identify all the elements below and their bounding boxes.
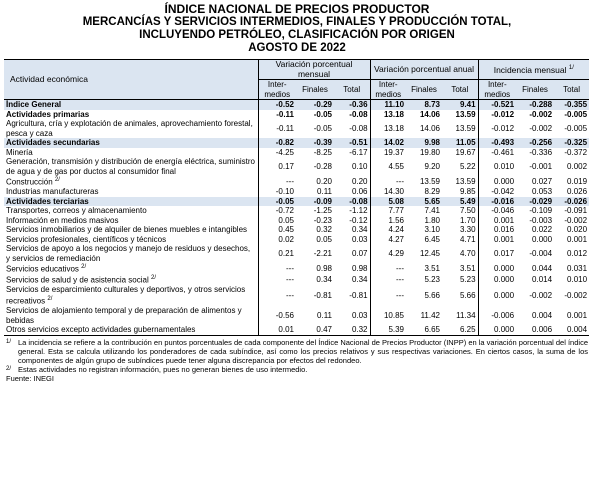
- title-line-4: AGOSTO DE 2022: [248, 42, 346, 54]
- value-cell: 0.002: [567, 161, 588, 171]
- value-cell: 7.41: [424, 206, 441, 216]
- value-cell: -0.08: [349, 109, 368, 119]
- value-cell: 4.71: [459, 234, 476, 244]
- value-cell: 13.18: [370, 110, 406, 120]
- value-cell: 5.66: [459, 291, 476, 301]
- value-cell: 5.23: [424, 275, 441, 285]
- footnote-mark: 2/: [54, 177, 60, 183]
- subheader-cell: Total: [334, 80, 370, 100]
- footnote-mark: 1/: [6, 338, 12, 345]
- row-label-cell: [4, 197, 258, 207]
- value-cell: -0.09: [296, 197, 334, 207]
- group-label: Variación porcentual anual: [374, 63, 475, 74]
- value-cell: -0.11: [258, 119, 296, 138]
- value-cell: 0.34: [351, 225, 368, 235]
- value-cell: 5.66: [424, 291, 441, 301]
- value-cell: 0.45: [258, 225, 296, 235]
- value-cell: -0.029: [516, 197, 554, 207]
- value-cell: 19.37: [370, 148, 406, 158]
- subheader-cell: Total: [442, 80, 478, 100]
- row-label-cell: [4, 148, 258, 158]
- value-cell: 0.10: [351, 161, 368, 171]
- value-cell: -0.288: [516, 100, 554, 110]
- value-cell: -0.52: [258, 100, 296, 110]
- value-cell: 0.000: [478, 176, 516, 187]
- value-cell: 0.47: [296, 325, 334, 335]
- row-label: Índice General: [6, 100, 62, 109]
- footnotes: [6, 338, 588, 384]
- value-cell: -0.016: [478, 197, 516, 207]
- table-row: [4, 157, 589, 176]
- value-cell: -0.10: [258, 187, 296, 197]
- value-cell: 0.012: [567, 248, 588, 258]
- value-cell: -8.25: [313, 147, 332, 157]
- table-row: [4, 285, 589, 306]
- value-cell: -0.355: [554, 100, 589, 110]
- footnote-mark: 2/: [81, 264, 87, 271]
- value-cell: 13.59: [455, 123, 476, 133]
- table-row: [4, 306, 589, 325]
- value-cell: -0.72: [258, 206, 296, 216]
- value-cell: -0.026: [554, 197, 589, 207]
- value-cell: 6.25: [442, 325, 478, 335]
- value-cell: 6.65: [406, 325, 442, 335]
- row-label-cell: [4, 325, 258, 335]
- value-cell: 0.022: [532, 225, 553, 235]
- value-cell: 9.98: [406, 138, 442, 148]
- row-label-cell: [4, 285, 258, 306]
- value-cell: -0.08: [349, 123, 368, 133]
- value-cell: -0.002: [529, 109, 553, 119]
- value-cell: 4.27: [370, 235, 406, 245]
- table-row: [4, 263, 589, 274]
- footnote-text: La incidencia se refiere a la contribución en puntos porcentuales de cada componente del Índice Nacional de Precios Productor (INPP) en la variación porcentual del índice general. Esta se calcula utilizando los ponderadores de cada subíndice, así como los precios relativos y sus respectivas variaciones. En ciertos casos, la suma de los componentes de algún grupo de subíndices puede tener alguna discrepancia por efectos del redondeo.: [18, 337, 588, 366]
- row-label-cell: [4, 206, 258, 216]
- value-cell: 0.010: [567, 275, 588, 285]
- report-title: [0, 3, 594, 55]
- value-cell: 0.027: [532, 176, 553, 186]
- value-cell: 4.55: [370, 157, 406, 176]
- row-label: Transportes, correos y almacenamiento: [6, 206, 147, 216]
- value-cell: 1.56: [370, 216, 406, 226]
- value-cell: 11.34: [456, 310, 476, 320]
- value-cell: 0.000: [532, 234, 553, 244]
- value-cell: 0.044: [532, 263, 553, 273]
- value-cell: 4.70: [459, 248, 476, 258]
- value-cell: -1.25: [313, 206, 332, 216]
- value-cell: -0.091: [564, 206, 588, 216]
- value-cell: 3.10: [424, 225, 441, 235]
- value-cell: 5.65: [406, 197, 442, 207]
- row-label: Otros servicios excepto actividades gubernamentales: [6, 325, 196, 335]
- row-label-cell: [4, 216, 258, 226]
- value-cell: -0.002: [564, 291, 588, 301]
- value-cell: -0.372: [564, 147, 588, 157]
- table-row: [4, 225, 589, 235]
- value-cell: 0.32: [316, 225, 332, 235]
- value-cell: 0.001: [567, 310, 588, 320]
- value-cell: 5.49: [442, 197, 478, 207]
- value-cell: 0.05: [316, 234, 332, 244]
- group-header-row: [4, 60, 589, 80]
- table-row: [4, 176, 589, 187]
- value-cell: -0.36: [334, 100, 370, 110]
- value-cell: 8.29: [424, 187, 441, 197]
- value-cell: 0.001: [478, 216, 516, 226]
- value-cell: 0.05: [258, 216, 296, 226]
- value-cell: 14.30: [370, 187, 406, 197]
- value-cell: -0.002: [529, 123, 553, 133]
- value-cell: -0.51: [334, 138, 370, 148]
- footnote-2: [6, 365, 588, 374]
- value-cell: 10.85: [370, 306, 406, 325]
- value-cell: -0.046: [478, 206, 516, 216]
- value-cell: 0.98: [351, 263, 368, 273]
- value-cell: 0.32: [334, 325, 370, 335]
- value-cell: 1.70: [459, 215, 476, 225]
- table-row: [4, 148, 589, 158]
- row-label: Información en medios masivos: [6, 215, 119, 225]
- value-cell: 0.000: [478, 263, 516, 274]
- value-cell: 14.06: [419, 123, 441, 133]
- row-label-cell: [4, 306, 258, 325]
- row-label-cell: [4, 157, 258, 176]
- value-cell: 0.03: [351, 234, 368, 244]
- value-cell: 0.031: [567, 263, 588, 273]
- value-cell: 1.80: [424, 215, 441, 225]
- value-cell: 5.23: [459, 275, 476, 285]
- value-cell: 19.67: [455, 147, 476, 157]
- value-cell: -0.002: [529, 291, 553, 301]
- value-cell: ---: [258, 263, 296, 274]
- value-cell: 0.006: [516, 325, 554, 335]
- value-cell: ---: [258, 274, 296, 285]
- value-cell: ---: [370, 263, 406, 274]
- value-cell: ---: [258, 176, 296, 187]
- value-cell: 0.20: [351, 176, 368, 186]
- value-cell: 4.29: [370, 244, 406, 263]
- row-label: Servicios de esparcimiento culturales y deportivos, y otros servicios recreativos: [6, 285, 246, 306]
- value-cell: 0.01: [258, 325, 296, 335]
- value-cell: 0.000: [478, 285, 516, 306]
- footnote-mark: 2/: [150, 275, 156, 282]
- table-row: [4, 274, 589, 285]
- value-cell: -0.003: [529, 215, 553, 225]
- footnote-text: Estas actividades no registran información, pues no generan bienes de uso intermedio.: [18, 365, 308, 375]
- value-cell: -0.012: [478, 110, 516, 120]
- table-row: [4, 100, 589, 110]
- activity-header: Actividad económica: [4, 60, 258, 100]
- value-cell: 0.000: [478, 274, 516, 285]
- value-cell: -0.493: [478, 138, 516, 148]
- table-body: [4, 100, 589, 336]
- value-cell: 0.34: [316, 275, 332, 285]
- subheader-cell: Inter-medios: [370, 80, 406, 100]
- value-cell: 5.39: [370, 325, 406, 335]
- row-label: Servicios profesionales, científicos y técnicos: [6, 234, 167, 244]
- table-row: [4, 325, 589, 335]
- value-cell: 14.06: [419, 109, 441, 119]
- row-label: Servicios de salud y de asistencia social: [6, 275, 149, 285]
- subheader-cell: Inter-medios: [258, 80, 296, 100]
- value-cell: 0.03: [351, 310, 368, 320]
- value-cell: 3.30: [459, 225, 476, 235]
- subheader-cell: Inter-medios: [478, 80, 516, 100]
- subheader-cell: Finales: [296, 80, 334, 100]
- title-line-1: ÍNDICE NACIONAL DE PRECIOS PRODUCTOR: [164, 2, 430, 16]
- value-cell: 12.45: [419, 248, 441, 258]
- row-label: Industrias manufactureras: [6, 187, 99, 197]
- value-cell: -0.56: [258, 306, 296, 325]
- table-row: [4, 119, 589, 138]
- value-cell: -0.042: [478, 187, 516, 197]
- value-cell: 0.053: [532, 187, 553, 197]
- value-cell: 0.02: [258, 235, 296, 245]
- value-cell: -0.001: [529, 161, 553, 171]
- row-label: Servicios educativos: [6, 264, 79, 274]
- value-cell: 0.014: [532, 275, 553, 285]
- title-line-3: INCLUYENDO PETRÓLEO, CLASIFICACIÓN POR ORIGEN: [139, 29, 455, 41]
- value-cell: 5.22: [459, 161, 476, 171]
- value-cell: 11.10: [370, 100, 406, 110]
- group-header-monthly: [258, 60, 370, 80]
- footnote-mark: 2/: [47, 295, 53, 302]
- row-label: Servicios inmobiliarios y de alquiler de bienes muebles e intangibles: [6, 225, 248, 235]
- value-cell: -6.17: [349, 147, 368, 157]
- table-row: [4, 216, 589, 226]
- row-label-cell: [4, 244, 258, 263]
- subheader-cell: Finales: [516, 80, 554, 100]
- row-label-cell: [4, 138, 258, 148]
- value-cell: -1.12: [349, 206, 368, 216]
- value-cell: -0.11: [258, 110, 296, 120]
- value-cell: 11.05: [442, 138, 478, 148]
- value-cell: 14.02: [370, 138, 406, 148]
- value-cell: -0.05: [313, 109, 332, 119]
- value-cell: 9.85: [459, 187, 476, 197]
- value-cell: -0.05: [258, 197, 296, 207]
- value-cell: 11.42: [420, 310, 441, 320]
- value-cell: 0.11: [317, 187, 332, 197]
- group-label: Incidencia mensual: [493, 64, 567, 75]
- value-cell: -0.39: [296, 138, 334, 148]
- row-label-cell: [4, 176, 258, 187]
- row-label: Generación, transmisión y distribución de energía eléctrica, suministro de agua y de gas por ductos al consumidor final: [6, 157, 256, 176]
- group-header-incidence: [478, 60, 589, 80]
- value-cell: 0.21: [258, 244, 296, 263]
- value-cell: 3.51: [424, 263, 441, 273]
- value-cell: 0.001: [567, 234, 588, 244]
- value-cell: 13.59: [455, 176, 476, 186]
- value-cell: -0.002: [564, 215, 588, 225]
- value-cell: 9.20: [424, 161, 441, 171]
- value-cell: -0.336: [529, 147, 553, 157]
- value-cell: 0.11: [317, 310, 332, 320]
- value-cell: ---: [370, 274, 406, 285]
- data-table: [4, 59, 589, 336]
- value-cell: -0.521: [478, 100, 516, 110]
- value-cell: 6.45: [424, 234, 441, 244]
- value-cell: -0.005: [564, 123, 588, 133]
- row-label: Actividades primarias: [6, 109, 90, 119]
- value-cell: ---: [370, 285, 406, 306]
- value-cell: -0.81: [349, 291, 368, 301]
- row-label-cell: [4, 235, 258, 245]
- table-row: [4, 235, 589, 245]
- row-label: Actividades secundarias: [6, 138, 100, 147]
- table-row: [4, 206, 589, 216]
- value-cell: 19.80: [419, 147, 441, 157]
- row-label-cell: [4, 187, 258, 197]
- value-cell: 5.08: [370, 197, 406, 207]
- value-cell: 0.34: [351, 275, 368, 285]
- value-cell: 0.17: [258, 157, 296, 176]
- table-row: [4, 244, 589, 263]
- value-cell: -0.006: [478, 306, 516, 325]
- row-label: Servicios de alojamiento temporal y de preparación de alimentos y bebidas: [6, 306, 242, 325]
- value-cell: 0.016: [478, 225, 516, 235]
- table-row: [4, 197, 589, 207]
- value-cell: 0.06: [351, 187, 368, 197]
- value-cell: ---: [370, 176, 406, 187]
- value-cell: -0.256: [516, 138, 554, 148]
- value-cell: 13.59: [419, 176, 441, 186]
- value-cell: ---: [258, 285, 296, 306]
- value-cell: 0.000: [478, 325, 516, 335]
- row-label-cell: [4, 110, 258, 120]
- footnote-mark: 2/: [6, 366, 12, 373]
- value-cell: -0.28: [313, 161, 332, 171]
- value-cell: 7.77: [370, 206, 406, 216]
- row-label: Construcción: [6, 177, 53, 187]
- value-cell: 0.010: [478, 157, 516, 176]
- value-cell: 0.020: [567, 225, 588, 235]
- table-row: [4, 187, 589, 197]
- value-cell: -0.109: [529, 206, 553, 216]
- value-cell: -0.004: [529, 248, 553, 258]
- value-cell: 3.51: [459, 263, 476, 273]
- value-cell: -0.325: [554, 138, 589, 148]
- value-cell: 7.50: [459, 206, 476, 216]
- row-label-cell: [4, 274, 258, 285]
- source-note: Fuente: INEGI: [6, 374, 54, 384]
- value-cell: 0.001: [478, 235, 516, 245]
- value-cell: 0.004: [532, 310, 553, 320]
- value-cell: -4.25: [258, 148, 296, 158]
- value-cell: -0.08: [334, 197, 370, 207]
- value-cell: 13.18: [370, 119, 406, 138]
- row-label-cell: [4, 119, 258, 138]
- footnote-1: [6, 338, 588, 366]
- value-cell: -0.005: [564, 109, 588, 119]
- subheader-cell: Total: [554, 80, 589, 100]
- row-label: Actividades terciarias: [6, 196, 89, 206]
- value-cell: 0.07: [351, 248, 368, 258]
- value-cell: 0.98: [316, 263, 332, 273]
- table-row: [4, 138, 589, 148]
- row-label: Servicios de apoyo a los negocios y manejo de residuos y desechos, y servicios de remediación: [6, 244, 251, 263]
- value-cell: -0.012: [478, 119, 516, 138]
- value-cell: -0.05: [313, 123, 332, 133]
- value-cell: 0.20: [316, 176, 332, 186]
- row-label: Minería: [6, 147, 33, 157]
- row-label-cell: [4, 225, 258, 235]
- value-cell: -0.12: [349, 215, 368, 225]
- footnote-mark: 1/: [568, 64, 574, 71]
- group-header-annual: [370, 60, 478, 80]
- value-cell: -0.29: [296, 100, 334, 110]
- value-cell: 4.24: [370, 225, 406, 235]
- row-label-cell: [4, 100, 258, 110]
- value-cell: -0.81: [313, 291, 332, 301]
- value-cell: 0.026: [567, 187, 588, 197]
- subheader-cell: Finales: [406, 80, 442, 100]
- row-label-cell: [4, 263, 258, 274]
- title-line-2: MERCANCÍAS Y SERVICIOS INTERMEDIOS, FINALES Y PRODUCCIÓN TOTAL,: [82, 16, 512, 28]
- value-cell: -0.82: [258, 138, 296, 148]
- value-cell: 0.019: [567, 176, 588, 186]
- group-label: Variación porcentual mensual: [275, 59, 353, 79]
- value-cell: -0.23: [313, 215, 332, 225]
- value-cell: -0.461: [478, 148, 516, 158]
- value-cell: -2.21: [313, 248, 332, 258]
- value-cell: 8.73: [406, 100, 442, 110]
- value-cell: 0.017: [478, 244, 516, 263]
- row-label: Agricultura, cría y explotación de animales, aprovechamiento forestal, pesca y caza: [6, 119, 253, 138]
- value-cell: 13.59: [455, 109, 476, 119]
- value-cell: 0.004: [554, 325, 589, 335]
- value-cell: 9.41: [442, 100, 478, 110]
- table-row: [4, 110, 589, 120]
